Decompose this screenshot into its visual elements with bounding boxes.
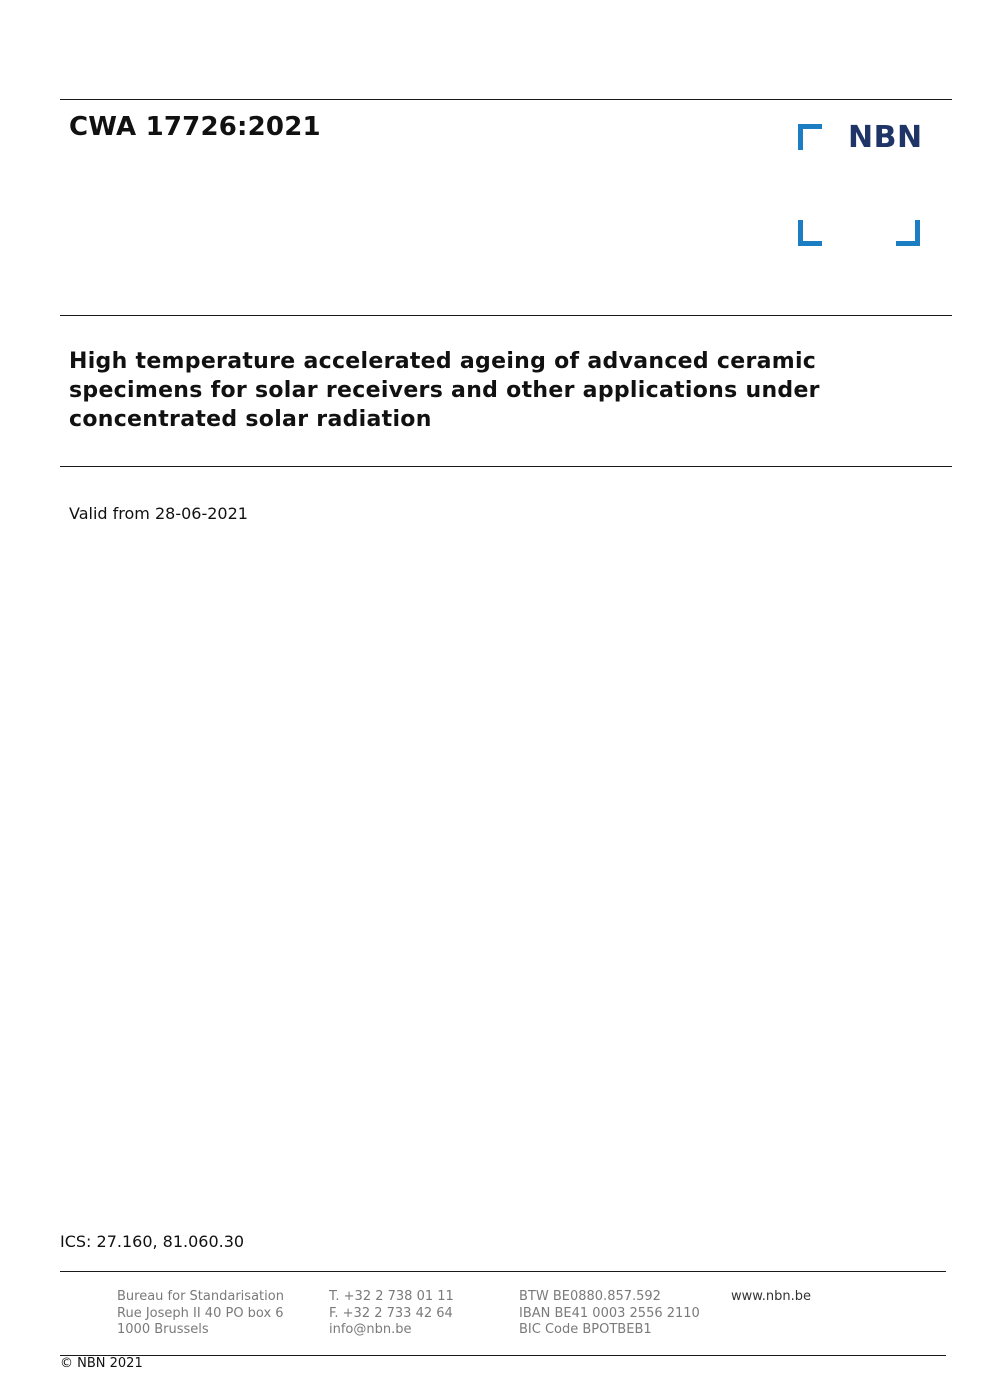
header-divider	[60, 315, 952, 316]
iban-number: IBAN BE41 0003 2556 2110	[519, 1305, 700, 1321]
footer-web	[731, 1289, 811, 1306]
address-line: Rue Joseph II 40 PO box 6	[117, 1305, 284, 1321]
vat-number: BTW BE0880.857.592	[519, 1289, 661, 1304]
bic-code: BIC Code BPOTBEB1	[519, 1322, 652, 1337]
logo-corner-bottom-right	[896, 220, 918, 244]
address-line: Bureau for Standarisation	[117, 1289, 284, 1304]
ics-codes: ICS: 27.160, 81.060.30	[60, 1232, 245, 1251]
footer-contact	[329, 1289, 454, 1339]
footer-bottom-rule	[60, 1355, 946, 1356]
document-title: High temperature accelerated ageing of advanced ceramic specimens for solar receivers and other applications under concentrated solar radiation	[69, 349, 820, 432]
top-rule	[60, 99, 952, 100]
footer-address	[117, 1289, 284, 1339]
phone-number: T. +32 2 738 01 11	[329, 1289, 454, 1304]
website-link[interactable]: www.nbn.be	[731, 1289, 811, 1304]
valid-from-date: Valid from 28-06-2021	[69, 504, 248, 523]
address-line: 1000 Brussels	[117, 1322, 209, 1337]
footer-bank	[519, 1289, 700, 1339]
logo-text: NBN	[848, 120, 923, 155]
copyright-notice: © NBN 2021	[60, 1356, 143, 1371]
fax-number: F. +32 2 733 42 64	[329, 1305, 453, 1321]
footer-top-rule	[60, 1271, 946, 1272]
email-link[interactable]: info@nbn.be	[329, 1322, 412, 1337]
logo-corner-bottom-left	[801, 220, 823, 244]
document-id: CWA 17726:2021	[69, 112, 321, 142]
title-divider	[60, 466, 952, 467]
logo-corner-top-left	[801, 127, 823, 151]
